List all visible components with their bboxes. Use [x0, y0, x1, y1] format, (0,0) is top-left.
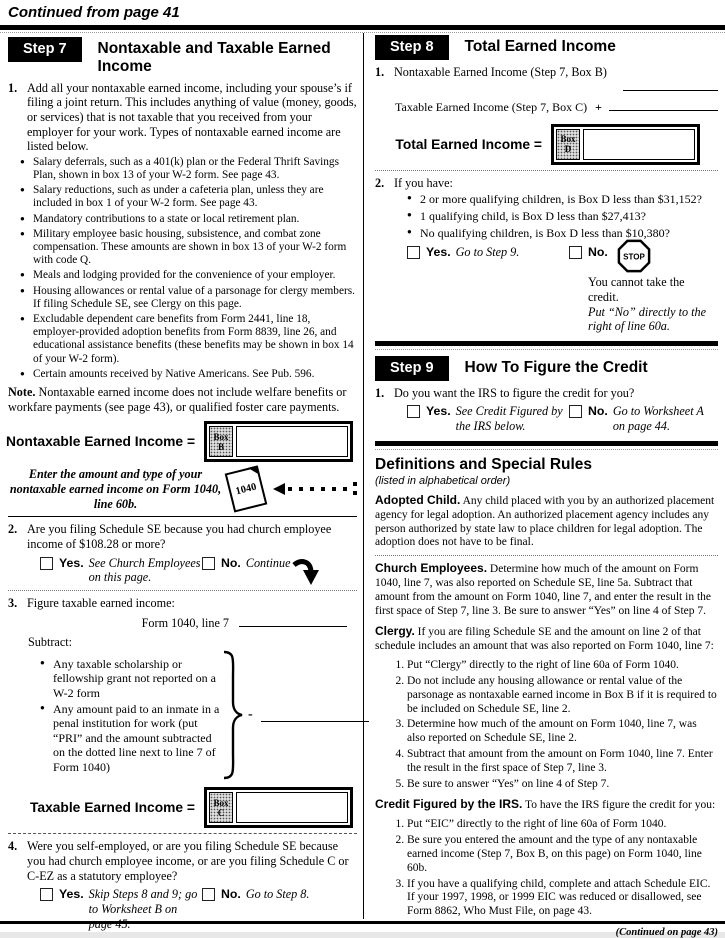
yes-option — [40, 887, 202, 931]
no-text: Continue — [245, 555, 291, 570]
separator — [375, 555, 718, 556]
nontaxable-income-row — [8, 421, 353, 462]
taxable-income-caption: Taxable Earned Income = — [30, 800, 195, 816]
yes-option — [407, 404, 569, 433]
heavy-separator-dots — [375, 449, 718, 450]
step8-item2 — [375, 176, 718, 191]
curved-down-arrow-icon — [293, 558, 319, 586]
step9-header — [375, 356, 718, 381]
no-checkbox[interactable] — [202, 557, 215, 570]
yes-label: Yes. — [426, 404, 451, 419]
box-d — [551, 124, 700, 165]
no-checkbox[interactable] — [569, 246, 582, 259]
box-c-label — [209, 792, 233, 823]
step7-bullet-list — [8, 156, 357, 381]
dotted-line — [288, 487, 350, 491]
item-number: 4. — [8, 839, 18, 854]
box-b-value-field[interactable] — [236, 426, 348, 457]
svg-text:STOP: STOP — [622, 252, 645, 262]
no-text-1: You cannot take the credit. — [588, 275, 685, 304]
subtract-amount — [246, 707, 369, 723]
list-item: 2. Be sure you entered the amount and the type of any nontaxable earned income (Step 7, Box B, on this page) on Form 1040, line 60b. — [407, 834, 718, 876]
yes-text: See Church Employees on this page. — [88, 555, 201, 585]
separator — [8, 833, 357, 834]
step8-item2-text: If you have: — [394, 175, 453, 190]
no-text-2: Put “No” directly to the right of line 60a. — [588, 304, 707, 334]
separator — [375, 170, 718, 171]
bullet-item: ● Salary deferrals, such as a 401(k) plan or the Federal Thrift Savings Plan, shown in box 13 of your W-2 form. See page 43. — [20, 156, 357, 182]
arrowhead-left-icon — [273, 483, 285, 495]
bullet-item: ● Mandatory contributions to a state or local retirement plan. — [20, 213, 357, 226]
bullet-item: ● Military employee basic housing, subsistence, and combat zone compensation. These amounts are shown in box 13 of your W-2 form with code Q. — [20, 228, 357, 268]
enter-note-text: Enter the amount and type of your nontaxable earned income on Form 1040, line 60b. — [9, 467, 222, 511]
step7-item4-text: Were you self-employed, or are you filing Schedule SE because you had church employee income, or are you filing Schedule C or C-EZ as a statutory employee? — [27, 839, 349, 883]
step7-item3 — [8, 596, 357, 611]
step8-bullet-list — [395, 192, 718, 241]
taxable-amount-blank[interactable] — [609, 100, 718, 111]
no-text: Go to Step 8. — [245, 887, 310, 902]
yes-text: Go to Step 9. — [455, 245, 520, 260]
heavy-separator — [375, 341, 718, 346]
box-letter: C — [217, 807, 225, 818]
step7-header — [8, 37, 357, 76]
note-label: Note. — [8, 385, 36, 400]
no-text: Go to Worksheet A on page 44. — [612, 404, 704, 434]
clergy-label: Clergy. — [375, 624, 415, 639]
church-employees-text: Determine how much of the amount on Form 1040, line 7, was also reported on Schedule SE, line 5a. Subtract that amount from the amount on Form 1040, line 7, and enter the result in the first space of Step 7, line 3. Be sure to answer “Yes” on line 4 of Step 7. — [375, 563, 711, 618]
left-column — [8, 37, 357, 934]
box-b-label — [209, 426, 233, 457]
clergy-steps-list — [375, 659, 718, 792]
nontaxable-income-caption: Nontaxable Earned Income = — [6, 434, 195, 450]
subtract-label: Subtract: — [28, 635, 73, 650]
yes-text: Skip Steps 8 and 9; go to Worksheet B on page 45. — [88, 887, 198, 931]
yes-label: Yes. — [59, 555, 84, 570]
step8-header — [375, 35, 718, 60]
form-line-label: Form 1040, line 7 — [141, 616, 229, 631]
enter-note-row — [8, 467, 357, 511]
no-label: No. — [221, 555, 241, 570]
church-employees-paragraph — [375, 561, 718, 619]
box-letter: D — [564, 144, 572, 155]
item-number: 2. — [8, 522, 18, 537]
step8-row2 — [395, 100, 718, 115]
step8-row1-label: Nontaxable Earned Income (Step 7, Box B) — [394, 65, 607, 79]
form-1040-icon — [225, 466, 268, 513]
list-item: 5. Be sure to answer “Yes” on line 4 of Step 7. — [407, 778, 718, 792]
church-employees-label: Church Employees. — [375, 561, 488, 576]
no-option — [569, 245, 718, 334]
step7-chip: Step 7 — [8, 37, 82, 62]
step7-item4-yesno — [40, 887, 357, 931]
step7-item2-text: Are you filing Schedule SE because you had church employee income of $108.28 or more? — [27, 522, 332, 551]
bullet-item: ● 2 or more qualifying children, is Box D less than $31,152? — [407, 192, 718, 207]
adopted-child-text: Any child placed with you by an authorized placement agency for legal adoption. An authorized placement agency includes any person authorized by state law to place children for legal adoption. The adoption does not have to be final. — [375, 494, 715, 549]
item-number: 3. — [8, 595, 18, 610]
taxable-income-row — [8, 787, 353, 828]
minus-sign: - — [248, 707, 253, 723]
box-letter: B — [217, 441, 224, 452]
list-item: 1. Put “EIC” directly to the right of line 60a of Form 1040. — [407, 818, 718, 832]
yes-checkbox[interactable] — [40, 557, 53, 570]
credit-figured-paragraph — [375, 797, 718, 813]
step9-yesno — [407, 404, 718, 433]
step8-row2-label: Taxable Earned Income (Step 7, Box C) — [395, 99, 588, 114]
yes-checkbox[interactable] — [40, 888, 53, 901]
heavy-separator — [375, 441, 718, 446]
clergy-paragraph — [375, 624, 718, 654]
bullet-item: ● Housing allowances or rental value of a parsonage for clergy members. If filing Schedule SE, see Clergy on this page. — [20, 285, 357, 311]
subtract-bullets — [28, 655, 220, 776]
item-number: 2. — [375, 175, 385, 190]
step7-item2 — [8, 522, 357, 551]
subtract-blank[interactable] — [261, 709, 369, 722]
no-label: No. — [221, 887, 241, 902]
list-item: 3. Determine how much of the amount on Form 1040, line 7, was also reported on Schedule SE, line 2. — [407, 718, 718, 746]
yes-label: Yes. — [59, 887, 84, 902]
item-number: 1. — [8, 80, 18, 95]
curly-brace-icon — [222, 650, 244, 780]
step9-item1-text: Do you want the IRS to figure the credit for you? — [394, 385, 635, 400]
column-divider — [363, 33, 364, 919]
no-label: No. — [588, 404, 608, 419]
step9-item1 — [375, 386, 718, 401]
credit-steps-list — [375, 818, 718, 919]
bullet-item: ● Certain amounts received by Native Americans. See Pub. 596. — [20, 368, 357, 381]
adopted-child-paragraph — [375, 493, 718, 551]
item-number: 1. — [375, 385, 385, 400]
yes-checkbox[interactable] — [407, 246, 420, 259]
stop-sign-icon — [617, 239, 651, 273]
form-1040-icon-text: 1040 — [234, 481, 258, 498]
credit-figured-text: To have the IRS figure the credit for you: — [522, 798, 716, 811]
step7-item4 — [8, 839, 357, 883]
dotted-arrow-left-icon — [273, 482, 357, 497]
form-1040-line7-row — [8, 614, 347, 631]
list-item: 4. Subtract that amount from the amount on Form 1040, line 7. Enter the result in the first space of Step 7, line 3. — [407, 748, 718, 776]
continued-from-header: Continued from page 41 — [8, 4, 180, 21]
list-item: 1. Put “Clergy” directly to the right of line 60a of Form 1040. — [407, 659, 718, 673]
credit-figured-label: Credit Figured by the IRS. — [375, 796, 523, 811]
yes-text: See Credit Figured by the IRS below. — [455, 404, 563, 434]
bullet-item: ● 1 qualifying child, is Box D less than $27,413? — [407, 209, 718, 224]
step7-item2-yesno — [40, 556, 357, 585]
list-item: 2. Do not include any housing allowance or rental value of the parsonage as nontaxable earned income in Box B if it is required to be included on Schedule SE, line 2. — [407, 675, 718, 717]
no-option — [202, 556, 319, 585]
bullet-item: ● Excludable dependent care benefits from Form 2441, line 18, employer-provided adoption benefits from Form 8839, line 26, and educational assistance benefits (these benefits may be shown in box 14 of your W-2 form). — [20, 313, 357, 366]
box-word: Box — [560, 133, 576, 144]
definitions-subtitle: (listed in alphabetical order) — [375, 474, 511, 487]
yes-label: Yes. — [426, 245, 451, 260]
total-earned-income-caption: Total Earned Income = — [395, 136, 542, 152]
total-earned-income-row — [375, 124, 700, 165]
bullet-item: ● Any amount paid to an inmate in a penal institution for work (put “PRI” and the amount subtracted on the dotted line next to line 7 of Form 1040) — [40, 702, 220, 774]
right-column — [375, 35, 718, 938]
step7-item3-text: Figure taxable earned income: — [27, 595, 175, 610]
step8-yesno — [407, 245, 718, 334]
note-text: Nontaxable earned income does not include welfare benefits or workfare payments (see page 43), or qualified foster care payments. — [8, 385, 347, 414]
box-d-label — [556, 129, 580, 160]
subtract-block — [28, 650, 357, 780]
no-label: No. — [588, 245, 608, 260]
item-number: 1. — [375, 65, 385, 79]
step8-item1 — [375, 65, 718, 80]
step8-chip: Step 8 — [375, 35, 449, 60]
step9-chip: Step 9 — [375, 356, 449, 381]
step7-item1 — [8, 81, 357, 154]
box-c — [204, 787, 353, 828]
bullet-item: ● Any taxable scholarship or fellowship grant not reported on a W-2 form — [40, 657, 220, 700]
continued-on-footer: (Continued on page 43) — [615, 927, 718, 938]
yes-option — [40, 556, 202, 585]
separator — [8, 590, 357, 591]
adopted-child-label: Adopted Child. — [375, 492, 461, 507]
box-word: Box — [213, 797, 229, 808]
no-checkbox[interactable] — [569, 405, 582, 418]
bullet-item: ● No qualifying children, is Box D less than $10,380? — [407, 226, 718, 241]
step7-item1-text: Add all your nontaxable earned income, including your spouse’s if filing a joint return. This includes anything of value (money, goods, or services) that is not taxable that you received from your employer for your work. Types of nontaxable earned income are listed below. — [27, 80, 357, 154]
box-c-value-field[interactable] — [236, 792, 348, 823]
box-word: Box — [213, 431, 229, 442]
form-line7-blank[interactable] — [239, 614, 347, 627]
yes-option — [407, 245, 569, 334]
separator — [8, 516, 357, 517]
top-rule — [0, 25, 725, 30]
heavy-separator-dots — [375, 349, 718, 350]
bullet-item: ● Salary reductions, such as under a cafeteria plan, unless they are included in box 1 of your W-2 form. See page 43. — [20, 184, 357, 210]
no-option — [202, 887, 309, 931]
definitions-title: Definitions and Special Rules — [375, 455, 593, 473]
dotted-line-end — [353, 482, 357, 497]
step9-title: How To Figure the Credit — [464, 358, 648, 376]
box-b — [204, 421, 353, 462]
no-consequence — [588, 275, 718, 334]
step7-title: Nontaxable and Taxable Earned Income — [97, 40, 331, 75]
step8-row1 — [395, 80, 718, 91]
list-item: 3. If you have a qualifying child, complete and attach Schedule EIC. If your 1997, 1998, or 1999 EIC was reduced or disallowed, see Form 8862, Who Must File, on page 43. — [407, 878, 718, 920]
yes-checkbox[interactable] — [407, 405, 420, 418]
bullet-item: ● Meals and lodging provided for the convenience of your employer. — [20, 269, 357, 282]
clergy-text: If you are filing Schedule SE and the amount on line 2 of that schedule includes an amount that was also reported on Form 1040, line 7: — [375, 626, 714, 652]
step8-title: Total Earned Income — [464, 38, 616, 55]
no-option — [569, 404, 718, 433]
box-d-value-field[interactable] — [583, 129, 695, 160]
nontaxable-amount-blank[interactable] — [623, 80, 718, 91]
no-checkbox[interactable] — [202, 888, 215, 901]
plus-sign: + — [595, 99, 602, 114]
step7-note — [8, 385, 357, 414]
